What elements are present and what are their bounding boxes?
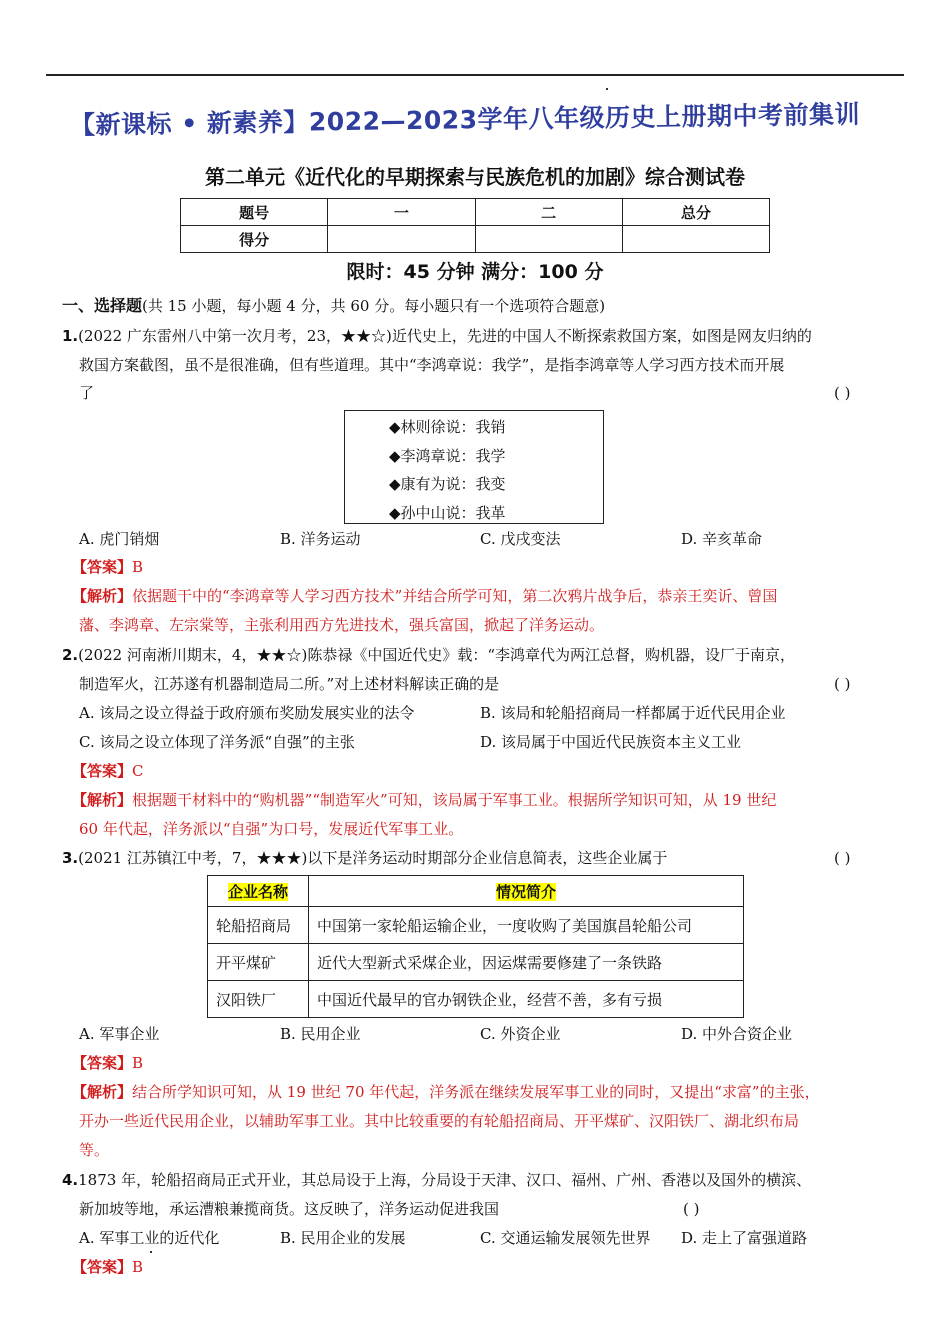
analysis-label: 【解析】 xyxy=(72,587,133,605)
table-header-row xyxy=(208,876,744,907)
stray-mark xyxy=(150,1251,152,1253)
section-heading xyxy=(62,296,605,316)
q4-number: 4. xyxy=(62,1171,79,1189)
answer-label: 【答案】 xyxy=(72,1054,133,1072)
score-cell: 一 xyxy=(328,199,475,226)
stray-mark xyxy=(606,88,608,90)
answer-value: B xyxy=(132,1258,144,1276)
q2-option-b[interactable]: B. 该局和轮船招商局一样都属于近代民用企业 xyxy=(480,704,786,722)
q3-analysis-line2: 开办一些近代民用企业，以辅助军事工业。其中比较重要的有轮船招商局、开平煤矿、汉阳铁厂、湖北织布局 xyxy=(79,1112,800,1130)
table-cell: 轮船招商局 xyxy=(208,907,309,944)
header-rule xyxy=(46,74,904,76)
q3-answer xyxy=(72,1053,143,1073)
table-header-cell xyxy=(208,876,309,907)
table-cell: 近代大型新式采煤企业，因运煤需要修建了一条铁路 xyxy=(309,944,744,981)
q4-answer xyxy=(72,1257,143,1277)
q4-option-d[interactable]: D. 走上了富强道路 xyxy=(681,1229,808,1247)
q1-analysis-line2: 藩、李鸿章、左宗棠等，主张利用西方先进技术，强兵富国，掀起了洋务运动。 xyxy=(79,616,605,634)
table-cell: 开平煤矿 xyxy=(208,944,309,981)
score-cell: 题号 xyxy=(181,199,328,226)
table-header-text: 情况简介 xyxy=(495,882,556,901)
score-cell: 总分 xyxy=(622,199,769,226)
q2-option-c[interactable]: C. 该局之设立体现了洋务派“自强”的主张 xyxy=(79,733,355,751)
score-input-cell[interactable] xyxy=(475,226,622,253)
q1-figure-box xyxy=(344,410,604,524)
analysis-label: 【解析】 xyxy=(72,1083,133,1101)
q4-stem-line2: 新加坡等地，承运漕粮兼揽商货。这反映了，洋务运动促进我国 xyxy=(79,1200,500,1218)
subtitle: 第二单元《近代化的早期探索与民族危机的加剧》综合测试卷 xyxy=(205,165,745,189)
q4-option-b[interactable]: B. 民用企业的发展 xyxy=(280,1229,406,1247)
q3-option-a[interactable]: A. 军事企业 xyxy=(79,1025,160,1043)
section-label: 一、选择题 xyxy=(62,296,143,315)
q4-option-c[interactable]: C. 交通运输发展领先世界 xyxy=(480,1229,651,1247)
q4-answer-blank: ( ) xyxy=(683,1200,700,1218)
answer-label: 【答案】 xyxy=(72,762,133,780)
q1-answer xyxy=(72,557,143,577)
q3-option-b[interactable]: B. 民用企业 xyxy=(280,1025,361,1043)
score-cell: 得分 xyxy=(181,226,328,253)
q1-option-c[interactable]: C. 戊戌变法 xyxy=(480,530,561,548)
q2-answer xyxy=(72,761,144,781)
score-cell: 二 xyxy=(475,199,622,226)
main-title: 【新课标 • 新素养】2022—2023学年八年级历史上册期中考前集训 xyxy=(69,99,861,140)
q1-answer-blank: ( ) xyxy=(834,384,851,402)
q2-stem-line1 xyxy=(62,645,795,665)
q1-figure-item: ◆孙中山说：我革 xyxy=(389,503,506,522)
q1-figure-item: ◆康有为说：我变 xyxy=(389,475,506,493)
q2-analysis-line1 xyxy=(72,790,776,810)
q1-option-b[interactable]: B. 洋务运动 xyxy=(280,530,361,548)
score-row-header xyxy=(181,199,770,226)
q1-stem-line3: 了 xyxy=(79,384,95,402)
answer-label: 【答案】 xyxy=(72,558,133,576)
q2-option-a[interactable]: A. 该局之设立得益于政府颁布奖励发展实业的法令 xyxy=(79,704,415,722)
q4-option-a[interactable]: A. 军事工业的近代化 xyxy=(79,1229,220,1247)
answer-label: 【答案】 xyxy=(72,1258,133,1276)
q1-text: (2022 广东雷州八中第一次月考，23，★★☆)近代史上，先进的中国人不断探索救国方案，如图是网友归纳的 xyxy=(78,327,812,345)
table-cell: 中国第一家轮船运输企业，一度收购了美国旗昌轮船公司 xyxy=(309,907,744,944)
q2-option-d[interactable]: D. 该局属于中国近代民族资本主义工业 xyxy=(480,733,742,751)
q3-number: 3. xyxy=(62,849,79,867)
q2-stem-line2: 制造军火，江苏遂有机器制造局二所。”对上述材料解读正确的是 xyxy=(79,675,500,693)
q3-option-c[interactable]: C. 外资企业 xyxy=(480,1025,561,1043)
q1-analysis-line1 xyxy=(72,586,777,606)
q1-option-d[interactable]: D. 辛亥革命 xyxy=(681,530,763,548)
q1-stem-line2: 救国方案截图，虽不是很准确，但有些道理。其中“李鸿章说：我学”，是指李鸿章等人学习西方技术而开展 xyxy=(79,356,785,374)
table-cell: 中国近代最早的官办钢铁企业，经营不善，多有亏损 xyxy=(309,981,744,1018)
score-table xyxy=(180,198,770,253)
q2-number: 2. xyxy=(62,646,79,664)
analysis-text: 依据题干中的“李鸿章等人学习西方技术”并结合所学可知，第二次鸦片战争后，恭亲王奕䜣、曾国 xyxy=(132,587,778,605)
score-input-cell[interactable] xyxy=(328,226,475,253)
table-header-text: 企业名称 xyxy=(227,882,288,901)
analysis-label: 【解析】 xyxy=(72,791,133,809)
q1-stem-line1 xyxy=(62,326,812,346)
score-row-values xyxy=(181,226,770,253)
table-row xyxy=(208,981,744,1018)
q3-analysis-line3: 等。 xyxy=(79,1141,110,1159)
q3-stem-line1 xyxy=(62,848,667,868)
table-header-cell xyxy=(309,876,744,907)
q4-stem-line1 xyxy=(62,1170,811,1190)
answer-value: B xyxy=(132,1054,144,1072)
q3-analysis-line1 xyxy=(72,1082,820,1102)
analysis-text: 结合所学知识可知，从 19 世纪 70 年代起，洋务派在继续发展军事工业的同时，又提出“求富”的主张， xyxy=(132,1083,820,1101)
score-input-cell[interactable] xyxy=(622,226,769,253)
q1-figure-item: ◆李鸿章说：我学 xyxy=(389,446,506,465)
q2-answer-blank: ( ) xyxy=(834,675,851,693)
table-cell: 汉阳铁厂 xyxy=(208,981,309,1018)
q4-text: 1873 年，轮船招商局正式开业，其总局设于上海，分局设于天津、汉口、福州、广州、香港以及国外的横滨、 xyxy=(78,1171,812,1189)
q1-number: 1. xyxy=(62,327,79,345)
answer-value: B xyxy=(132,558,144,576)
q3-answer-blank: ( ) xyxy=(834,849,851,867)
table-row xyxy=(208,907,744,944)
table-row xyxy=(208,944,744,981)
time-limit: 限时：45 分钟 满分：100 分 xyxy=(346,261,604,283)
analysis-text: 根据题干材料中的“购机器”“制造军火”可知，该局属于军事工业。根据所学知识可知，从 19 世纪 xyxy=(132,791,777,809)
q1-figure-item: ◆林则徐说：我销 xyxy=(389,418,506,436)
q1-option-a[interactable]: A. 虎门销烟 xyxy=(79,530,160,548)
section-note: (共 15 小题，每小题 4 分，共 60 分。每小题只有一个选项符合题意) xyxy=(142,297,606,315)
q3-text: (2021 江苏镇江中考，7，★★★)以下是洋务运动时期部分企业信息简表，这些企业属于 xyxy=(78,849,668,867)
q3-option-d[interactable]: D. 中外合资企业 xyxy=(681,1025,793,1043)
q3-enterprise-table xyxy=(207,875,744,1018)
answer-value: C xyxy=(132,762,144,780)
q2-text: (2022 河南淅川期末，4，★★☆)陈恭禄《中国近代史》载：“李鸿章代为两江总督，购机器，设厂于南京， xyxy=(78,646,796,664)
q2-analysis-line2: 60 年代起，洋务派以“自强”为口号，发展近代军事工业。 xyxy=(79,820,464,838)
